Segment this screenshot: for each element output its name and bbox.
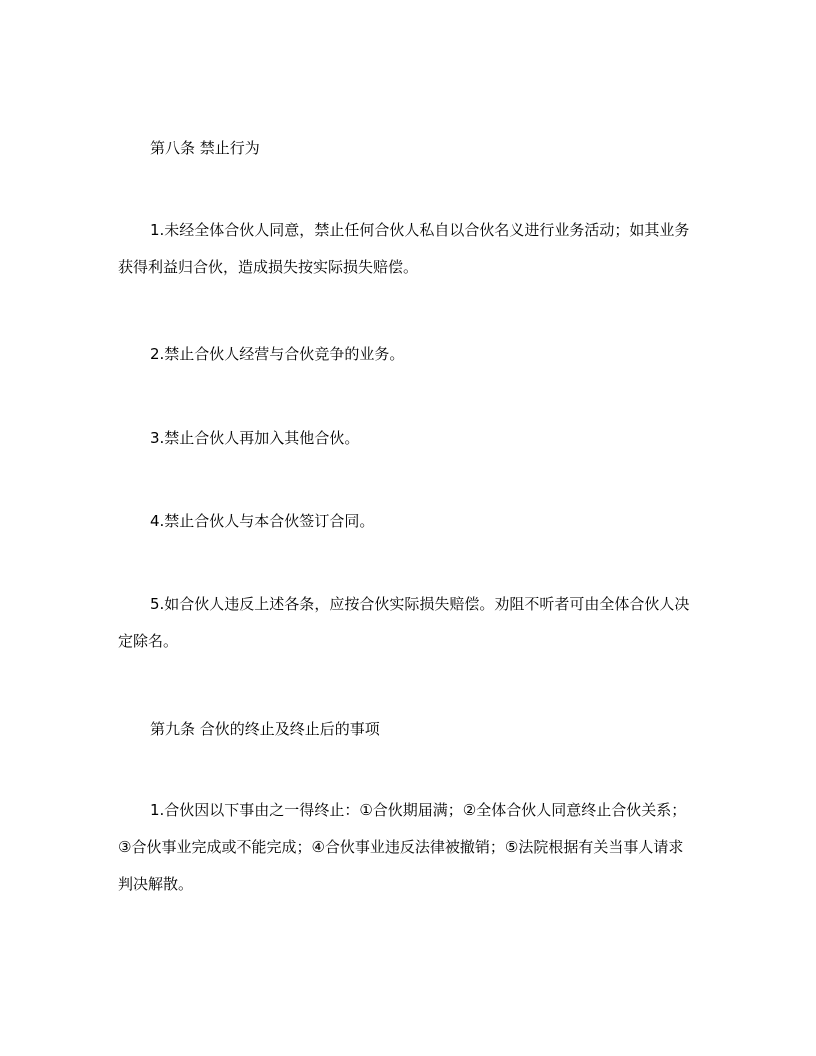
article-8-item-1: 1.未经全体合伙人同意，禁止任何合伙人私自以合伙名义进行业务活动；如其业务获得利益归合伙，造成损失按实际损失赔偿。	[118, 221, 690, 276]
article-8-item-5: 5.如合伙人违反上述各条，应按合伙实际损失赔偿。劝阻不听者可由全体合伙人决定除名。	[118, 595, 690, 650]
article-8-item-2: 2.禁止合伙人经营与合伙竞争的业务。	[150, 345, 405, 363]
article-9-heading: 第九条 合伙的终止及终止后的事项	[150, 720, 380, 738]
article-8-item-4: 4.禁止合伙人与本合伙签订合同。	[150, 512, 375, 530]
article-8-item-3: 3.禁止合伙人再加入其他合伙。	[150, 429, 360, 447]
article-8-heading: 第八条 禁止行为	[150, 139, 260, 157]
article-9-item-1: 1.合伙因以下事由之一得终止：①合伙期届满；②全体合伙人同意终止合伙关系；③合伙事业完成或不能完成；④合伙事业违反法律被撤销；⑤法院根据有关当事人请求判决解散。	[118, 801, 687, 893]
